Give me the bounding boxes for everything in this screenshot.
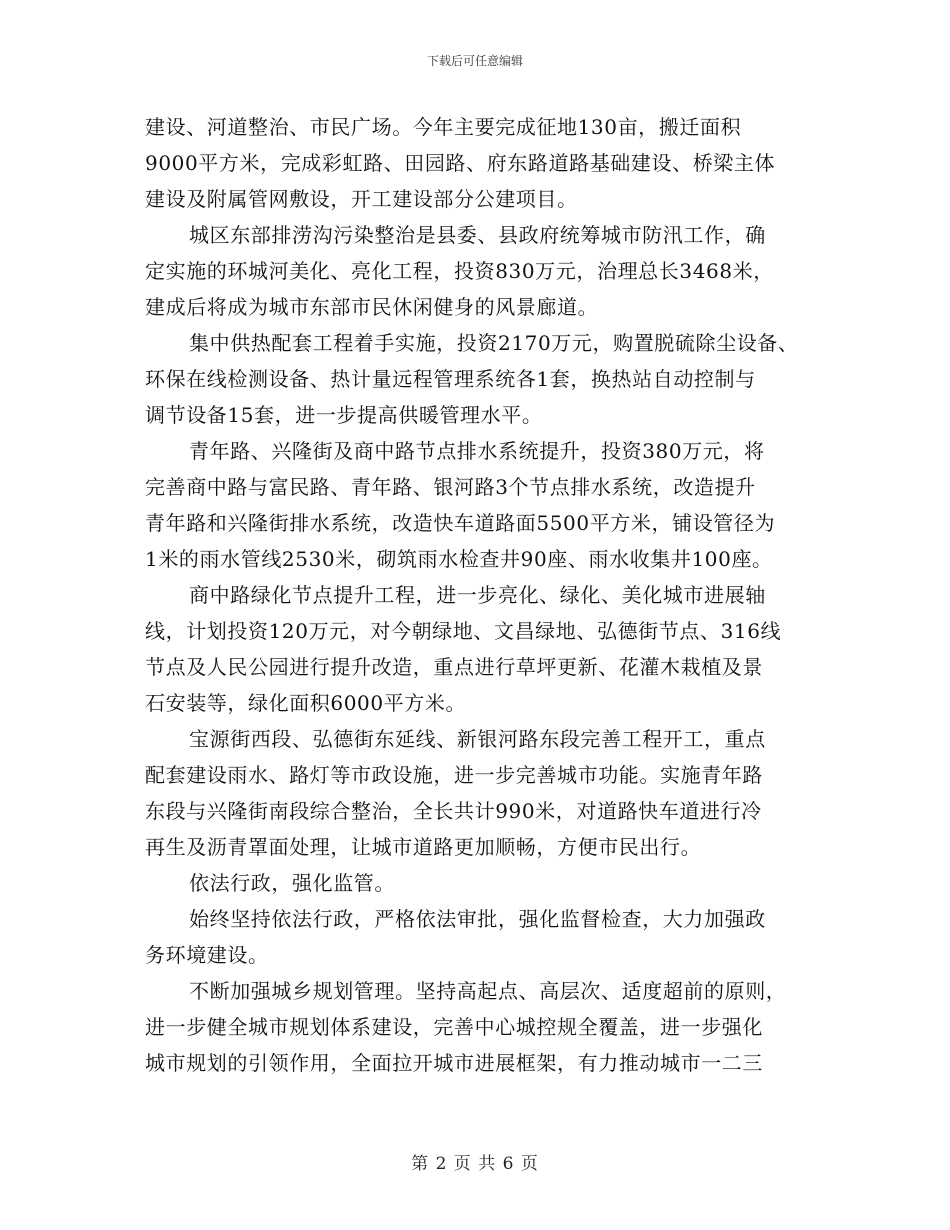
paragraph-start-line: 商中路绿化节点提升工程，进一步亮化、绿化、美化城市进展轴 [189,583,766,607]
text-line: 节点及人民公园进行提升改造，重点进行草坪更新、花灌木栽植及景 [145,655,763,679]
text-line: 9000平方米，完成彩虹路、田园路、府东路道路基础建设、桥梁主体 [145,151,776,175]
paragraph-start-line: 青年路、兴隆街及商中路节点排水系统提升，投资380万元，将 [189,439,765,463]
text-line: 定实施的环城河美化、亮化工程，投资830万元，治理总长3468米， [145,259,774,283]
text-line: 配套建设雨水、路灯等市政设施，进一步完善城市功能。实施青年路 [145,763,763,787]
text-line: 石安装等，绿化面积6000平方米。 [145,691,467,715]
paragraph-start-line: 城区东部排涝沟污染整治是县委、县政府统筹城市防汛工作，确 [189,223,766,247]
text-line: 务环境建设。 [145,943,269,967]
text-line: 青年路和兴隆街排水系统，改造快车道路面5500平方米，铺设管径为 [145,511,776,535]
document-body [145,109,835,1081]
page-number-footer: 第 2 页 共 6 页 [411,1154,539,1174]
text-line: 环保在线检测设备、热计量远程管理系统各1套，换热站自动控制与 [145,367,756,391]
text-line: 进一步健全城市规划体系建设，完善中心城控规全覆盖，进一步强化 [145,1015,763,1039]
text-line: 城市规划的引领作用，全面拉开城市进展框架，有力推动城市一二三 [145,1051,763,1075]
text-line: 建设及附属管网敷设，开工建设部分公建项目。 [145,187,578,211]
text-line: 建设、河道整治、市民广场。今年主要完成征地130亩，搬迁面积 [145,115,742,139]
page-header: 下载后可任意编辑 [426,54,523,68]
paragraph-start-line: 不断加强城乡规划管理。坚持高起点、高层次、适度超前的原则， [189,979,787,1003]
paragraph-start-line: 始终坚持依法行政，严格依法审批，强化监督检查，大力加强政 [189,907,766,931]
section-heading: 依法行政，强化监管。 [189,871,395,895]
text-line: 东段与兴隆街南段综合整治，全长共计990米，对道路快车道进行冷 [145,799,762,823]
text-line: 完善商中路与富民路、青年路、银河路3个节点排水系统，改造提升 [145,475,756,499]
text-line: 建成后将成为城市东部市民休闲健身的风景廊道。 [145,295,599,319]
text-line: 调节设备15套，进一步提高供暖管理水平。 [145,403,543,427]
text-line: 1米的雨水管线2530米，砌筑雨水检查井90座、雨水收集井100座。 [145,547,773,571]
text-line: 再生及沥青罩面处理，让城市道路更加顺畅，方便市民出行。 [145,835,702,859]
text-line: 线，计划投资120万元，对今朝绿地、文昌绿地、弘德街节点、316线 [145,619,782,643]
paragraph-start-line: 宝源街西段、弘德街东延线、新银河路东段完善工程开工，重点 [189,727,766,751]
paragraph-start-line: 集中供热配套工程着手实施，投资2170万元，购置脱硫除尘设备、 [189,331,799,355]
